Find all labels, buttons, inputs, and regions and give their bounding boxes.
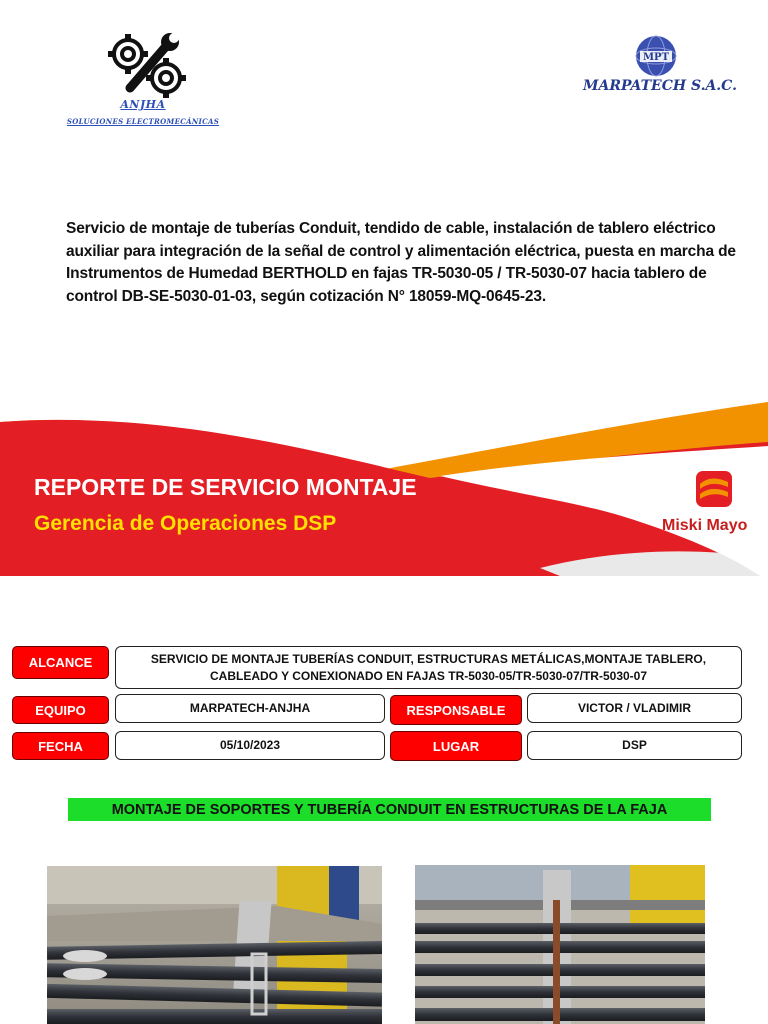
service-description: Servicio de montaje de tuberías Conduit, tendido de cable, instalación de tablero eléctrico auxiliar para integración de la señal de control y alimentación eléctrica, puesta en marcha de Instrumentos de Humedad BERTHOLD en fajas TR-5030-05 / TR-5030-07 hacia tablero de control DB-SE-5030-01-03, según cotización N° 18059-MQ-0645-23.	[66, 220, 736, 305]
responsable-value: VICTOR / VLADIMIR	[527, 693, 742, 723]
equipo-label: EQUIPO	[12, 696, 109, 724]
anjha-tagline: SOLUCIONES ELECTROMECÁNICAS	[66, 117, 220, 126]
marpatech-logo	[570, 30, 750, 100]
anjha-logo	[38, 22, 248, 137]
responsable-label: RESPONSABLE	[390, 695, 522, 725]
equipo-value: MARPATECH-ANJHA	[115, 694, 385, 723]
gear-wrench-icon	[100, 30, 190, 102]
miski-mayo-brand: Miski Mayo	[662, 517, 748, 534]
installation-photo-2	[415, 865, 705, 1024]
miski-mayo-logo-icon	[695, 470, 733, 508]
lugar-value: DSP	[527, 731, 742, 760]
lugar-label: LUGAR	[390, 731, 522, 761]
report-subtitle: Gerencia de Operaciones DSP	[34, 512, 337, 535]
alcance-label: ALCANCE	[12, 646, 109, 679]
installation-photo-1	[47, 866, 382, 1024]
fecha-value: 05/10/2023	[115, 731, 385, 760]
section-heading: MONTAJE DE SOPORTES Y TUBERÍA CONDUIT EN ESTRUCTURAS DE LA FAJA	[68, 798, 711, 821]
report-title: REPORTE DE SERVICIO MONTAJE	[34, 474, 417, 500]
fecha-label: FECHA	[12, 732, 109, 760]
emblem-text: MPT	[642, 52, 670, 63]
alcance-value: SERVICIO DE MONTAJE TUBERÍAS CONDUIT, ESTRUCTURAS METÁLICAS,MONTAJE TABLERO, CABLEADO Y CONEXIONADO EN FAJAS TR-5030-05/TR-5030-07/TR-5030-07	[115, 646, 742, 689]
globe-emblem-icon	[634, 34, 678, 78]
anjha-brand: ANJHA	[120, 98, 166, 111]
marpatech-company-name: MARPATECH S.A.C.	[583, 78, 737, 94]
